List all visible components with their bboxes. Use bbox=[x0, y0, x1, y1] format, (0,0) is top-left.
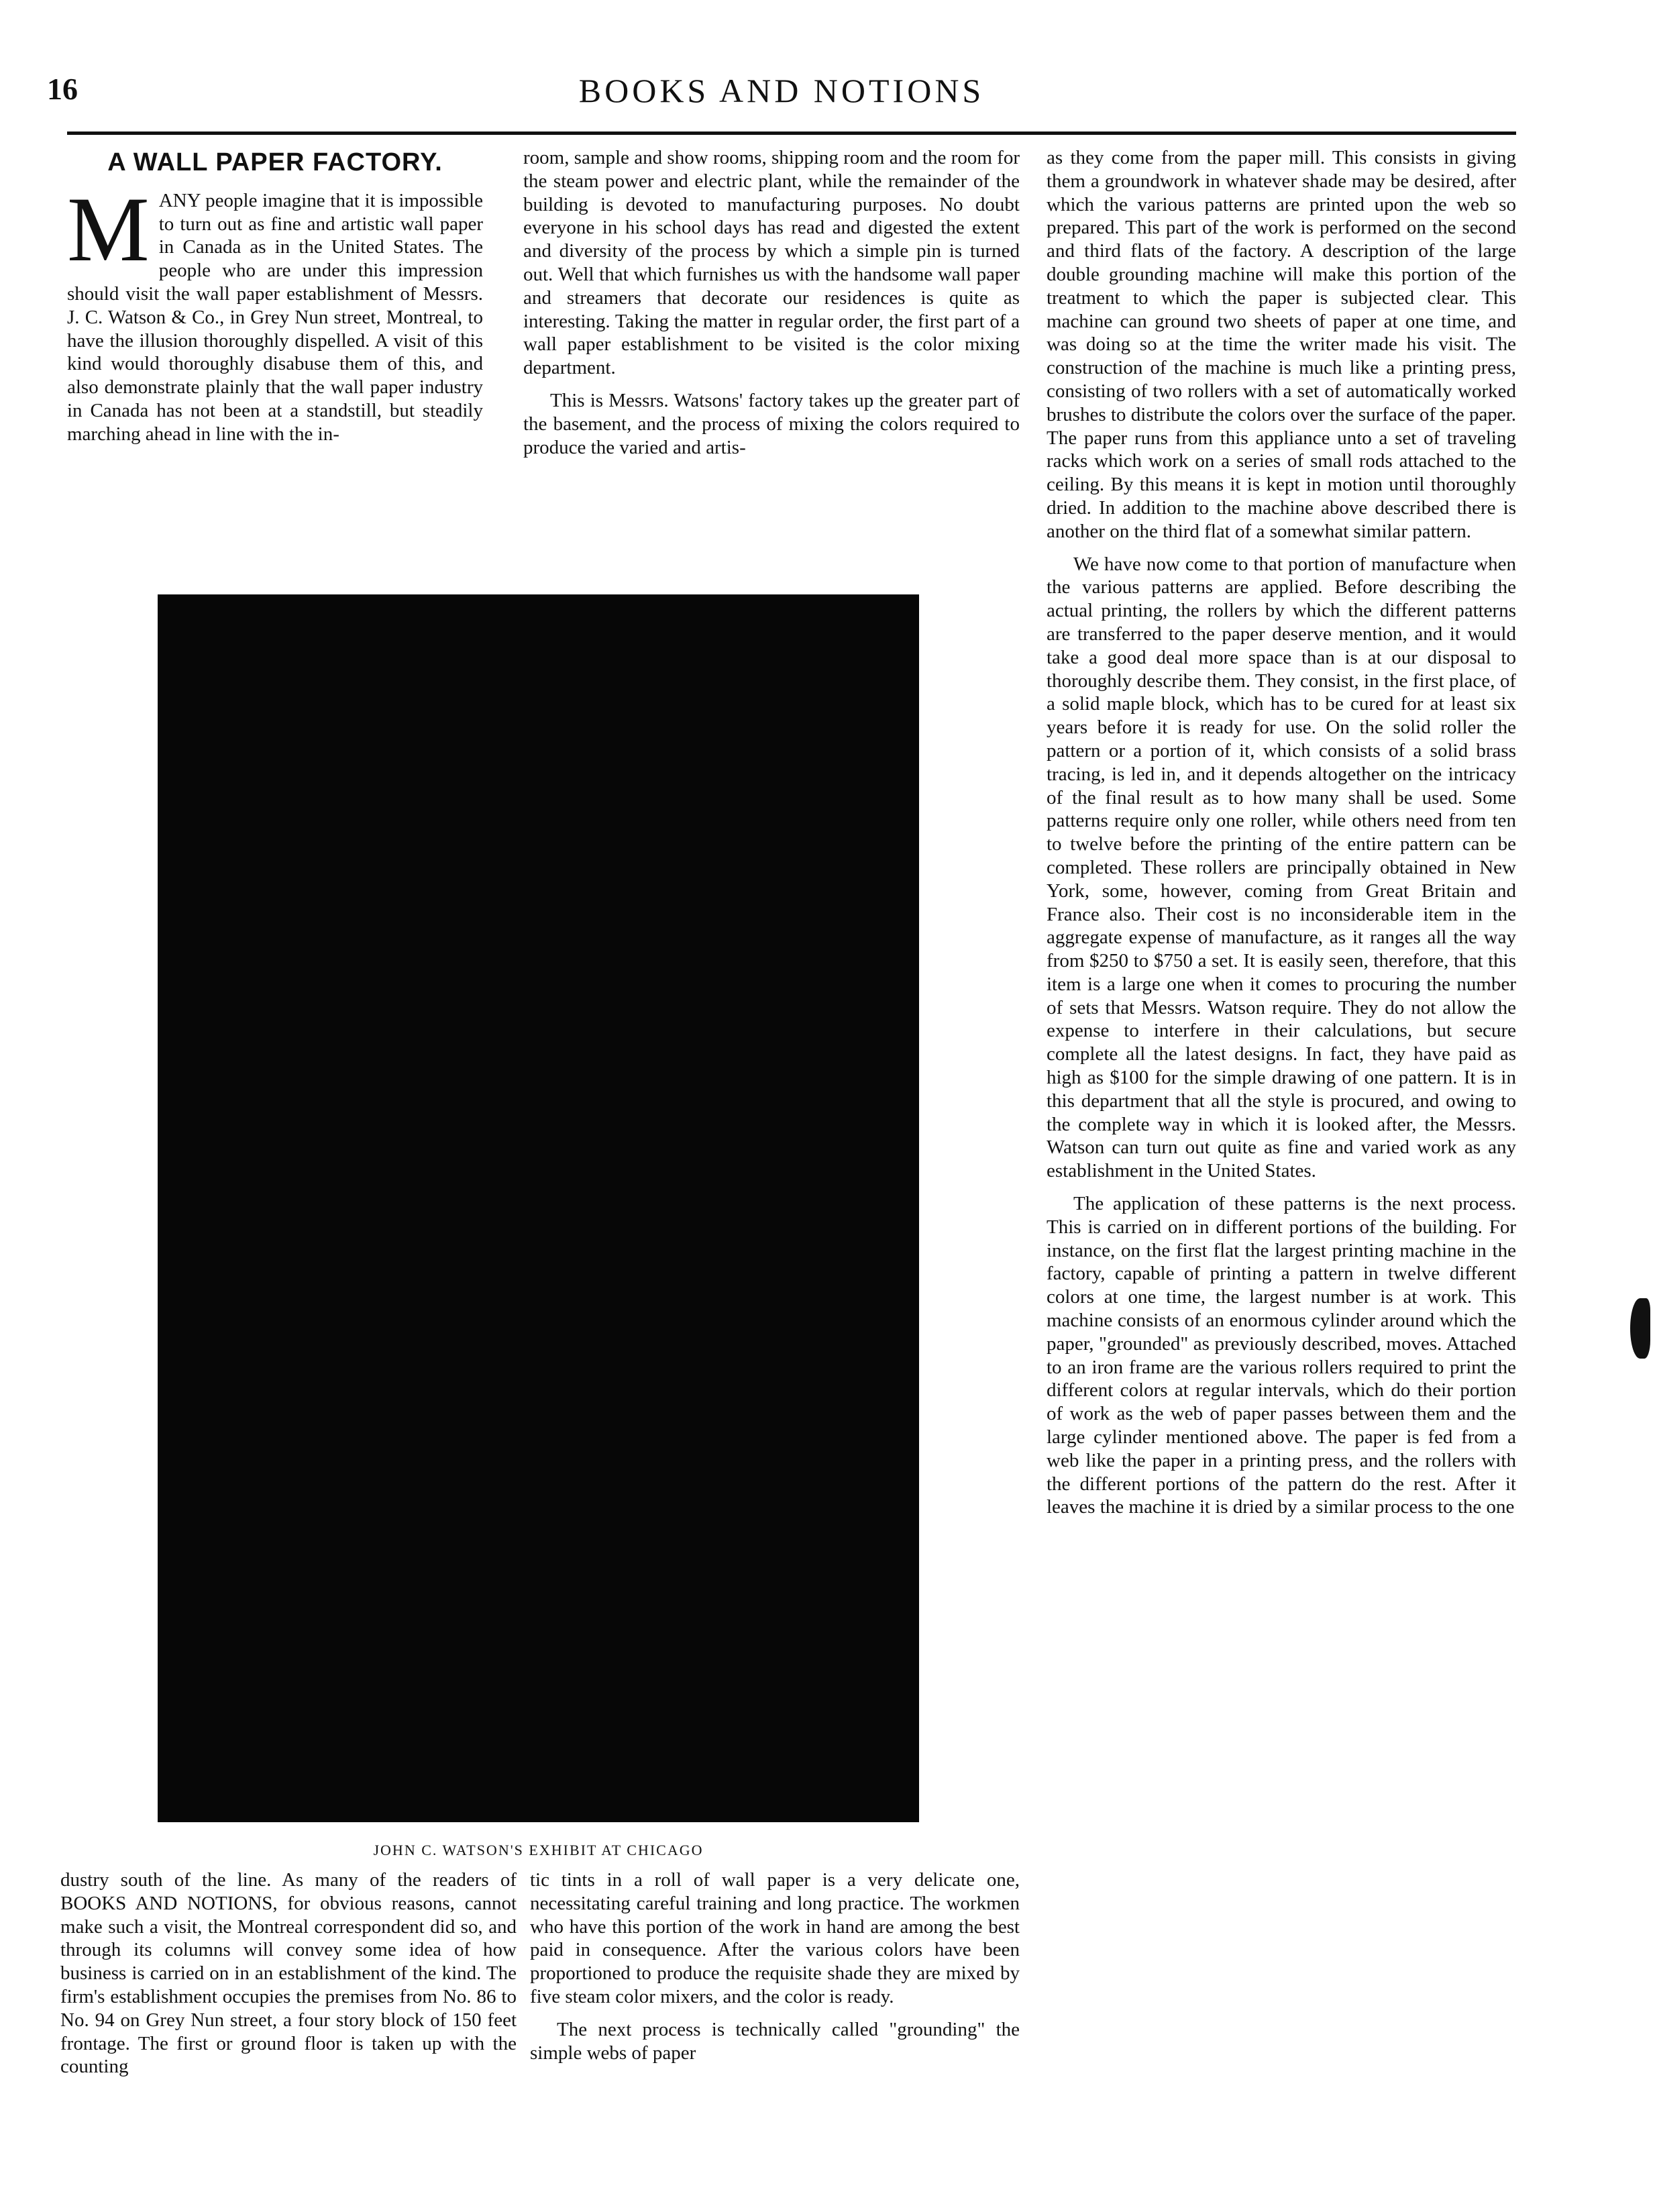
header-rule bbox=[67, 131, 1516, 135]
column-1-bottom bbox=[60, 1868, 517, 2088]
intro-paragraph: ANY people imagine that it is impossible to turn out as fine and artistic wall paper in Canada as in the United States. The people who are under this impression should visit the wall paper establishment of Messrs. J. C. Watson & Co., in Grey Nun street, Montreal, to have the illusion thoroughly dispelled. A visit of this kind would thoroughly disabuse them of this, and also demonstrate plainly that the wall paper industry in Canada has not been at a standstill, but steadily marching ahead in line with the in- bbox=[67, 189, 483, 445]
page-number: 16 bbox=[47, 72, 78, 106]
paragraph: room, sample and show rooms, shipping room and the room for the steam power and electric plant, while the remainder of the building is devoted to manufacturing purposes. No doubt everyone in his school days has read and digested the extent and diversity of the process by which a simple pin is turned out. Well that which furnishes us with the handsome wall paper and streamers that decorate our residences is quite as interesting. Taking the matter in regular order, the first part of a wall paper establishment to be visited is the color mixing department. bbox=[523, 147, 1020, 379]
ink-blot bbox=[1630, 1298, 1650, 1359]
page-header bbox=[47, 71, 1516, 125]
column-2-top bbox=[523, 146, 1020, 468]
column-1-top bbox=[67, 151, 483, 456]
paragraph: The next process is technically called "grounding" the simple webs of paper bbox=[530, 2018, 1020, 2064]
column-2-bottom bbox=[530, 1868, 1020, 2074]
exhibit-photograph bbox=[158, 594, 919, 1822]
paragraph: as they come from the paper mill. This consists in giving them a groundwork in whatever shade may be desired, after which the various patterns are printed upon the web so prepared. This part of the work is performed on the second and third flats of the factory. A description of the large double grounding machine will make this portion of the treatment to which the paper is subjected clear. This machine can ground two sheets of paper at one time, and was doing so at the time the writer made his visit. The construction of the machine is much like a printing press, consisting of two rollers with a set of automatically worked brushes to distribute the colors over the surface of the paper. The paper runs from this appliance unto a set of traveling racks which work on a series of small rods attached to the ceiling. By this means it is kept in motion until thoroughly dried. In addition to the machine above described there is another on the third flat of a somewhat similar pattern. bbox=[1047, 147, 1516, 542]
running-title: BOOKS AND NOTIONS bbox=[578, 72, 985, 109]
drop-cap: M bbox=[67, 177, 150, 280]
paragraph: We have now come to that portion of manufacture when the various patterns are applied. Before describing the actual printing, the rollers by which the different patterns are transferred to the paper deserve mention, and it would take a good deal more space than is at our disposal to thoroughly describe them. They consist, in the first place, of a solid maple block, which has to be cured for at least six years before it is ready for use. On the solid roller the pattern or a portion of it, which consists of a solid brass tracing, is led in, and it depends altogether on the intricacy of the final result as to how many shall be used. Some patterns require only one roller, while others need from ten to twelve before the printing of the entire pattern can be completed. These rollers are principally obtained in New York, some, however, coming from Great Britain and France also. Their cost is no inconsiderable item in the aggregate expense of manufacture, as it ranges all the way from $250 to $750 a set. It is easily seen, therefore, that this item is a large one when it comes to procuring the number of sets that Messrs. Watson require. They do not allow the expense to interfere in their calculations, but secure complete all the latest designs. In fact, they have paid as high as $100 for the simple drawing of one pattern. It is in this department that all the style is procured, and owing to the complete way in which it is looked after, the Messrs. Watson can turn out quite as fine and varied work as any establishment in the United States. bbox=[1047, 553, 1516, 1182]
article-title: A WALL PAPER FACTORY. bbox=[107, 151, 443, 176]
photo-caption: JOHN C. WATSON'S EXHIBIT AT CHICAGO bbox=[373, 1842, 704, 1858]
column-3 bbox=[1047, 146, 1516, 1528]
paragraph: The application of these patterns is the next process. This is carried on in different portions of the building. For instance, on the first flat the largest printing machine in the factory, capable of printing a pattern in twelve different colors at one time, the largest number is at work. This machine consists of an enormous cylinder around which the paper, "grounded" as previously described, moves. Attached to an iron frame are the various rollers required to print the different colors at regular intervals, which do their portion of work as the web of paper passes between them and the large cylinder mentioned above. The paper is fed from a web like the paper in a printing press, and the rollers with the different portions of the pattern do the rest. After it leaves the machine it is dried by a similar process to the one bbox=[1047, 1193, 1516, 1518]
paragraph: This is Messrs. Watsons' factory takes up the greater part of the basement, and the process of mixing the colors required to produce the varied and artis- bbox=[523, 389, 1020, 458]
paragraph: dustry south of the line. As many of the readers of BOOKS AND NOTIONS, for obvious reasons, cannot make such a visit, the Montreal correspondent did so, and through its columns will convey some idea of how business is carried on in an establishment of the kind. The firm's establishment occupies the premises from No. 86 to No. 94 on Grey Nun street, a four story block of 150 feet frontage. The first or ground floor is taken up with the counting bbox=[60, 1869, 517, 2078]
paragraph: tic tints in a roll of wall paper is a very delicate one, necessitating careful training and long practice. The workmen who have this portion of the work in hand are among the best paid in consequence. After the various colors have been proportioned to produce the requisite shade they are mixed by five steam color mixers, and the color is ready. bbox=[530, 1869, 1020, 2007]
